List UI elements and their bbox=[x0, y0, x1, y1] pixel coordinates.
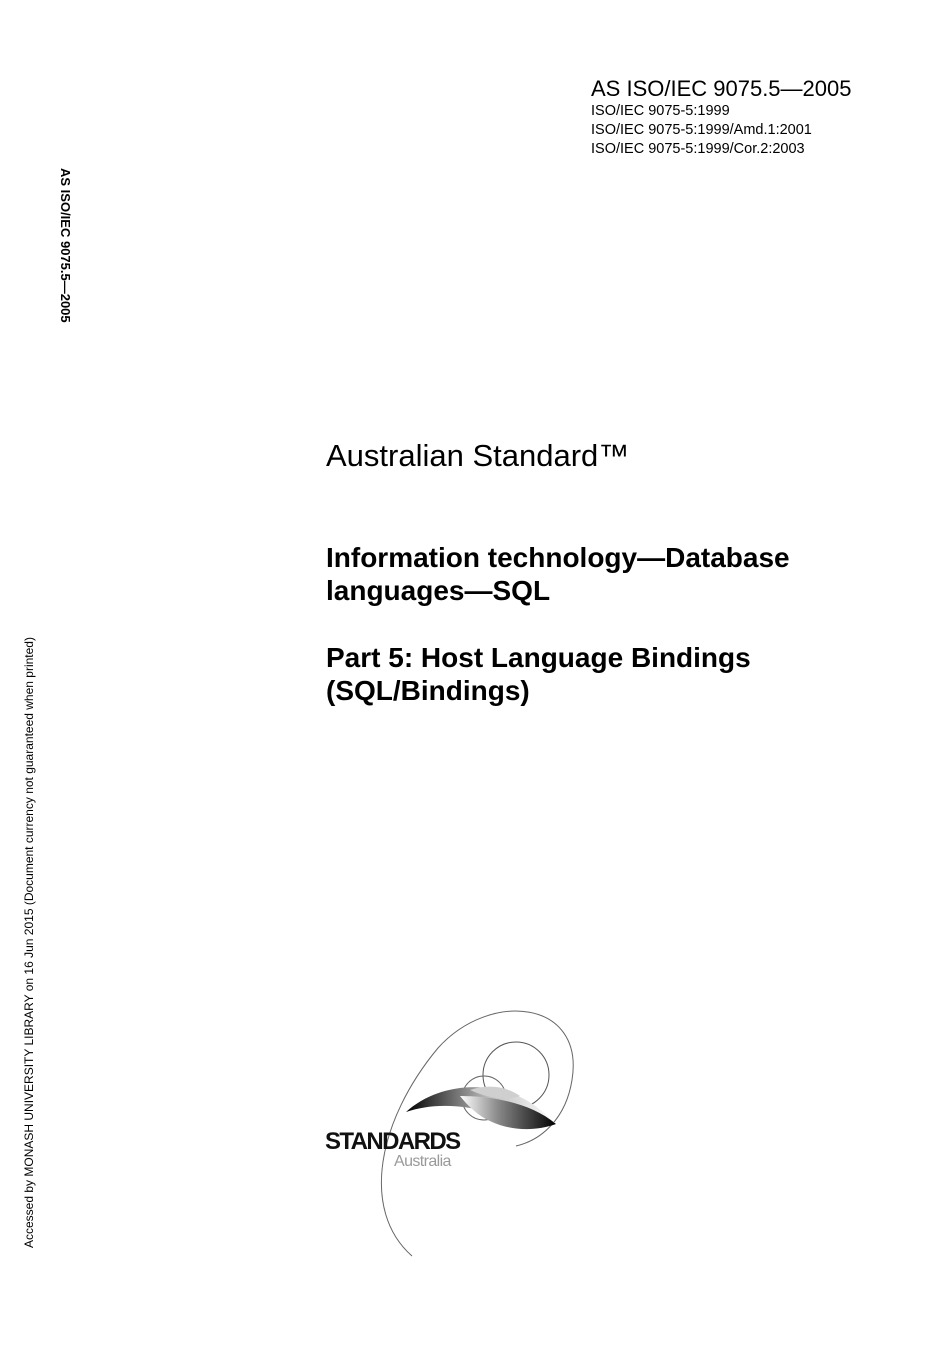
spine-label: AS ISO/IEC 9075.5—2005 bbox=[58, 168, 73, 323]
related-standard: ISO/IEC 9075-5:1999 bbox=[591, 103, 730, 119]
document-title-line: languages—SQL bbox=[326, 575, 551, 606]
logo-wordmark-sub: Australia bbox=[394, 1153, 451, 1170]
standards-australia-logo bbox=[320, 1000, 590, 1270]
standard-number: AS ISO/IEC 9075.5—2005 bbox=[591, 76, 852, 101]
related-standard: ISO/IEC 9075-5:1999/Amd.1:2001 bbox=[591, 122, 812, 138]
standard-designation bbox=[591, 76, 921, 159]
part-title-line: Part 5: Host Language Bindings bbox=[326, 642, 751, 673]
part-title bbox=[326, 641, 751, 707]
access-note: Accessed by MONASH UNIVERSITY LIBRARY on 16 Jun 2015 (Document currency not guaranteed when printed) bbox=[22, 637, 36, 1248]
part-title-line: (SQL/Bindings) bbox=[326, 675, 530, 706]
logo-wordmark: STANDARDS bbox=[325, 1128, 460, 1155]
document-title bbox=[326, 541, 790, 607]
australian-standard-mark: Australian Standard™ bbox=[326, 438, 630, 473]
document-title-line: Information technology—Database bbox=[326, 542, 790, 573]
related-standard: ISO/IEC 9075-5:1999/Cor.2:2003 bbox=[591, 141, 805, 157]
